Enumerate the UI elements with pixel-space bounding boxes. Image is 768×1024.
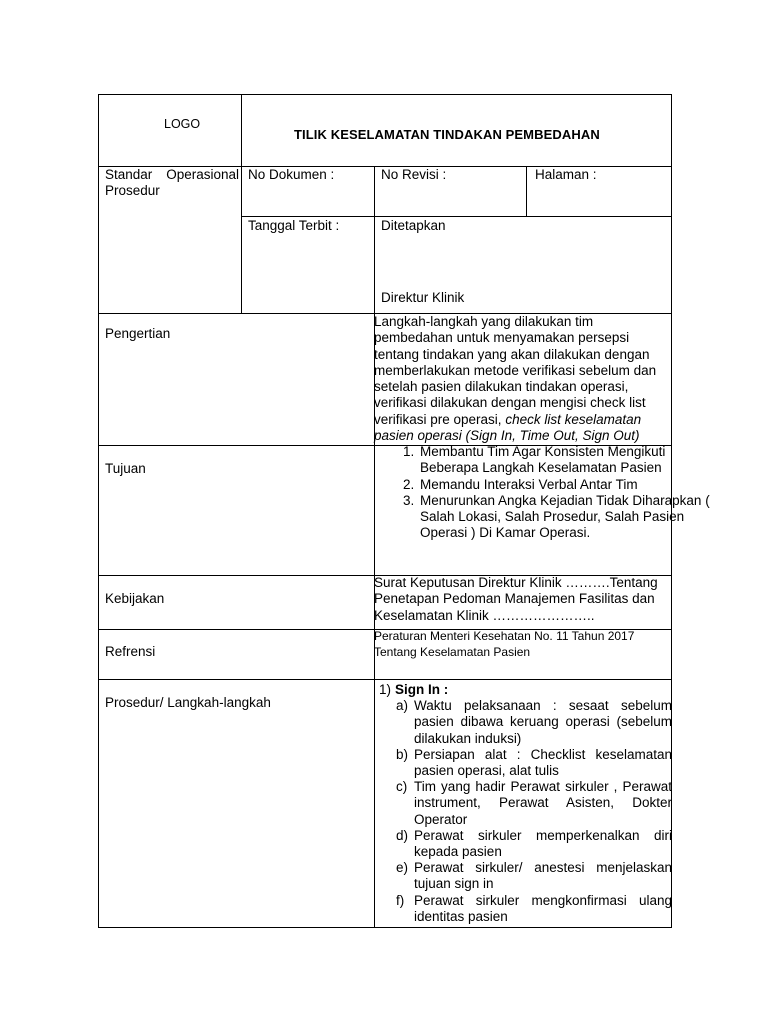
sub-marker: a) (396, 698, 409, 714)
document-title: TILIK KESELAMATAN TINDAKAN PEMBEDAHAN (294, 127, 600, 142)
list-item: 2. Memandu Interaksi Verbal Antar Tim (418, 477, 716, 493)
prosedur-steps (374, 682, 672, 925)
sop-document (98, 94, 710, 928)
table-border-left (98, 94, 99, 928)
sub-marker: b) (396, 746, 409, 762)
tanggal-terbit-label: Tanggal Terbit : (248, 218, 340, 233)
tujuan-label: Tujuan (105, 461, 146, 476)
pengertian-line-italic: check list keselamatan (505, 411, 642, 427)
sub-marker: c) (396, 779, 408, 795)
sub-text: Tim yang hadir Perawat sirkuler , Perawat instrument, Perawat Asisten, Dokter Operator (414, 779, 672, 827)
pengertian-line (374, 412, 674, 428)
pengertian-line: pembedahan untuk menyamakan persepsi (374, 330, 630, 346)
divider-row-prosedur (98, 679, 672, 680)
halaman-label: Halaman : (535, 167, 597, 182)
pengertian-line: Langkah-langkah yang dilakukan tim (374, 314, 594, 329)
step-number: 1) (379, 682, 392, 697)
sub-marker: e) (396, 860, 409, 876)
sop-word-3: Prosedur (105, 183, 160, 198)
sub-text: Perawat sirkuler mengkonfirmasi ulang identitas pasien (414, 892, 672, 924)
pengertian-line: memberlakukan metode verifikasi sebelum dan (374, 362, 657, 378)
sub-marker: d) (396, 827, 409, 843)
pengertian-line (374, 428, 674, 444)
divider-row-tanggal (241, 216, 672, 217)
refrensi-line: Peraturan Menteri Kesehatan No. 11 Tahun 2017 (374, 629, 635, 643)
logo-placeholder: LOGO (164, 117, 201, 131)
kebijakan-line: Penetapan Pedoman Manajemen Fasilitas dan (374, 591, 655, 607)
pengertian-line: setelah pasien dilakukan tindakan operasi, (374, 379, 629, 395)
sign-in-heading (374, 682, 672, 698)
divider-col-1 (241, 94, 242, 313)
pengertian-line: verifikasi dilakukan dengan mengisi check list (374, 395, 646, 411)
refrensi-line: Tentang Keselamatan Pasien (374, 644, 531, 659)
sop-word-2: Operasional (166, 167, 239, 182)
kebijakan-label: Kebijakan (105, 591, 165, 606)
pengertian-line-plain: verifikasi pre operasi, (374, 411, 506, 427)
list-item: 3. Menurunkan Angka Kejadian Tidak Diharapkan ( Salah Lokasi, Salah Prosedur, Salah Pasien Operasi ) Di Kamar Operasi. (418, 493, 716, 542)
list-item (374, 698, 672, 747)
kebijakan-text (374, 575, 674, 624)
kebijakan-line: Keselamatan Klinik ………………….. (374, 607, 595, 623)
direktur-label: Direktur Klinik (381, 290, 465, 305)
sub-marker: f) (396, 892, 405, 908)
list-item (374, 893, 672, 925)
pengertian-text (374, 314, 674, 444)
no-dokumen-label: No Dokumen : (248, 167, 335, 182)
table-border-bottom (98, 927, 672, 928)
divider-col-3 (526, 166, 527, 216)
kebijakan-line: Surat Keputusan Direktur Klinik ……….Tentang (374, 575, 658, 590)
ditetapkan-label: Ditetapkan (381, 218, 446, 233)
no-revisi-label: No Revisi : (381, 167, 447, 182)
sub-text: Persiapan alat : Checklist keselamatan pasien operasi, alat tulis (414, 746, 672, 779)
refrensi-label: Refrensi (105, 644, 156, 659)
step-heading: Sign In : (395, 682, 449, 697)
list-item (374, 828, 672, 860)
sop-word-1: Standar (105, 167, 153, 182)
sop-label (105, 167, 239, 199)
sub-text: Perawat sirkuler/ anestesi menjelaskan tujuan sign in (414, 860, 672, 892)
refrensi-text (374, 629, 674, 660)
pengertian-label: Pengertian (105, 326, 171, 341)
list-item (374, 747, 672, 779)
pengertian-line-italic: pasien operasi (Sign In, Time Out, Sign Out) (374, 428, 640, 444)
list-item (374, 779, 672, 828)
sub-text: Waktu pelaksanaan : sesaat sebelum pasien dibawa keruang operasi (sebelum dilakukan induksi) (414, 698, 672, 746)
pengertian-line: tentang tindakan yang akan dilakukan dengan (374, 346, 650, 362)
tujuan-list (374, 444, 716, 542)
prosedur-label: Prosedur/ Langkah-langkah (105, 695, 271, 710)
table-border-top (98, 94, 672, 95)
list-item (374, 860, 672, 892)
list-item: 1. Membantu Tim Agar Konsisten Mengikuti Beberapa Langkah Keselamatan Pasien (418, 444, 716, 477)
sub-text: Perawat sirkuler memperkenalkan diri kepada pasien (414, 827, 672, 860)
